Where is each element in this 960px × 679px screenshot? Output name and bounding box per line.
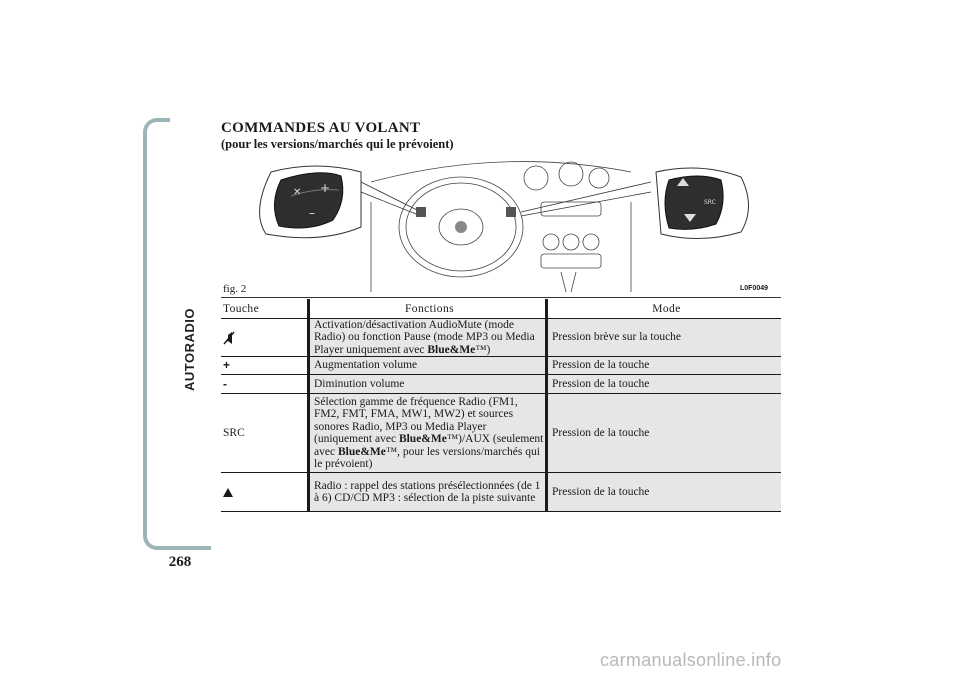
mute-icon bbox=[223, 331, 235, 345]
table-row bbox=[221, 318, 781, 356]
function-cell: Radio : rappel des stations présélectionnées (de 1 à 6) CD/CD MP3 : sélection de la piste suivante bbox=[307, 473, 545, 511]
page-subtitle: (pour les versions/marchés qui le prévoient) bbox=[221, 137, 454, 151]
mode-cell: Pression de la touche bbox=[545, 357, 781, 374]
function-cell: Augmentation volume bbox=[307, 357, 545, 374]
page-number: 268 bbox=[168, 554, 192, 570]
mode-cell: Pression de la touche bbox=[545, 394, 781, 472]
header-mode: Mode bbox=[545, 299, 781, 318]
key-cell bbox=[221, 319, 307, 356]
right-wheel-buttons bbox=[506, 207, 516, 217]
table-row bbox=[221, 356, 781, 374]
section-label: AUTORADIO bbox=[182, 308, 197, 392]
table-row bbox=[221, 374, 781, 393]
steering-wheel-illustration bbox=[221, 152, 781, 297]
key-cell: - bbox=[221, 375, 307, 393]
header-touche: Touche bbox=[223, 302, 260, 315]
svg-text:✕: ✕ bbox=[293, 187, 302, 198]
src-button-label: SRC bbox=[704, 199, 716, 206]
key-cell: + bbox=[221, 357, 307, 374]
steering-logo bbox=[455, 221, 467, 233]
triangle-up-icon bbox=[223, 488, 233, 497]
dashboard bbox=[371, 162, 631, 292]
table-row bbox=[221, 393, 781, 472]
page-title: COMMANDES AU VOLANT bbox=[221, 120, 421, 136]
table-header bbox=[221, 299, 781, 318]
function-cell: Diminution volume bbox=[307, 375, 545, 393]
svg-text:+: + bbox=[320, 181, 331, 195]
function-cell: Sélection gamme de fréquence Radio (FM1, FM2, FMT, FMA, MW1, MW2) et sources sonores Radio, MP3 ou Media Player (uniquement avec Blue&Me™)/AUX (seulement avec Blue&Me™, pour les versions/marchés qui le prévoient) bbox=[307, 394, 545, 472]
figure-rule bbox=[221, 297, 781, 298]
bracket-gap bbox=[170, 114, 220, 122]
right-control-pod bbox=[656, 168, 749, 239]
left-control-pod bbox=[260, 166, 361, 238]
function-cell: Activation/désactivation AudioMute (mode Radio) ou fonction Pause (mode MP3 ou Media Player uniquement avec Blue&Me™) bbox=[307, 319, 545, 356]
header-fonctions: Fonctions bbox=[307, 299, 545, 318]
key-cell bbox=[221, 473, 307, 511]
mode-cell: Pression de la touche bbox=[545, 473, 781, 511]
figure-label: fig. 2 bbox=[223, 283, 247, 295]
mode-cell: Pression brève sur la touche bbox=[545, 319, 781, 356]
mode-cell: Pression de la touche bbox=[545, 375, 781, 393]
figure-code: L0F0049 bbox=[740, 285, 769, 292]
controls-table bbox=[221, 299, 781, 512]
svg-text:–: – bbox=[309, 206, 315, 220]
key-cell: SRC bbox=[221, 394, 307, 472]
left-wheel-buttons bbox=[416, 207, 426, 217]
watermark: carmanualsonline.info bbox=[600, 650, 782, 670]
table-row bbox=[221, 472, 781, 512]
